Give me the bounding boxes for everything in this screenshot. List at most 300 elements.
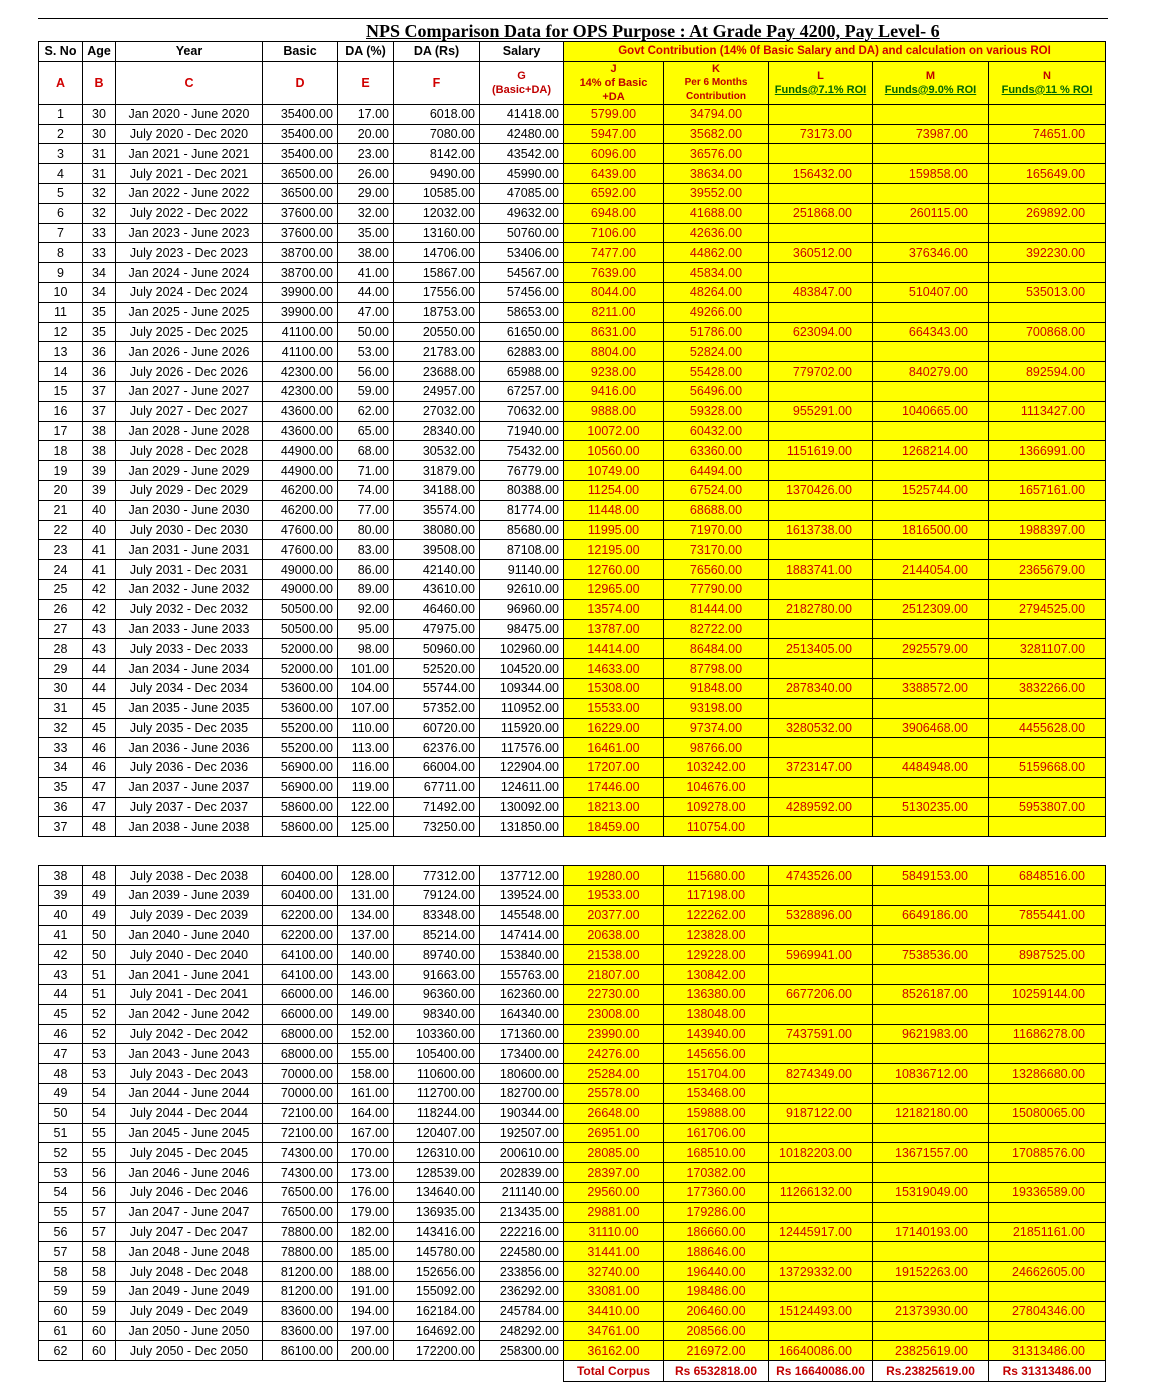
age-cell: 36 (83, 342, 116, 362)
funds-7-1-cell: 156432.00 (769, 164, 873, 184)
sno-cell: 43 (39, 965, 83, 985)
basic-cell: 49000.00 (263, 579, 338, 599)
funds-9-0-cell: 1268214.00 (873, 441, 989, 461)
basic-cell: 35400.00 (263, 144, 338, 164)
basic-cell: 78800.00 (263, 1242, 338, 1262)
da-pct-cell: 125.00 (338, 817, 394, 837)
da-rs-cell: 39508.00 (394, 540, 480, 560)
basic-cell: 39900.00 (263, 302, 338, 322)
da-pct-cell: 44.00 (338, 282, 394, 302)
sno-cell: 47 (39, 1044, 83, 1064)
da-rs-cell: 112700.00 (394, 1084, 480, 1104)
year-cell: Jan 2045 - June 2045 (116, 1123, 263, 1143)
age-cell: 37 (83, 401, 116, 421)
funds-11-cell (989, 738, 1106, 758)
funds-9-0-cell: 23825619.00 (873, 1341, 989, 1361)
year-cell: Jan 2034 - June 2034 (116, 659, 263, 679)
funds-9-0-cell (873, 223, 989, 243)
da-pct-cell: 122.00 (338, 797, 394, 817)
table-row (39, 461, 1106, 481)
six-month-contribution-cell: 104676.00 (664, 777, 769, 797)
da-pct-cell: 170.00 (338, 1143, 394, 1163)
funds-11-cell: 700868.00 (989, 322, 1106, 342)
funds-9-0-cell (873, 342, 989, 362)
basic-cell: 64100.00 (263, 945, 338, 965)
basic-cell: 50500.00 (263, 619, 338, 639)
funds-9-0-cell (873, 1004, 989, 1024)
funds-7-1-cell (769, 817, 873, 837)
sno-cell: 52 (39, 1143, 83, 1163)
funds-11-cell: 2794525.00 (989, 599, 1106, 619)
table-row (39, 1123, 1106, 1143)
year-cell: July 2020 - Dec 2020 (116, 124, 263, 144)
salary-cell: 57456.00 (480, 282, 564, 302)
funds-11-cell: 31313486.00 (989, 1341, 1106, 1361)
sno-cell: 18 (39, 441, 83, 461)
da-rs-cell: 98340.00 (394, 1004, 480, 1024)
funds-9-0-cell: 2925579.00 (873, 639, 989, 659)
table-row (39, 905, 1106, 925)
salary-cell: 248292.00 (480, 1321, 564, 1341)
da-rs-cell: 57352.00 (394, 698, 480, 718)
six-month-contribution-cell: 206460.00 (664, 1301, 769, 1321)
funds-9-0-cell (873, 1282, 989, 1302)
age-cell: 49 (83, 886, 116, 906)
da-pct-cell: 116.00 (338, 758, 394, 778)
contribution-14pct-cell: 12760.00 (564, 560, 664, 580)
da-rs-cell: 128539.00 (394, 1163, 480, 1183)
year-cell: July 2046 - Dec 2046 (116, 1183, 263, 1203)
da-pct-cell: 110.00 (338, 718, 394, 738)
funds-9-0-cell: 73987.00 (873, 124, 989, 144)
funds-7-1-cell (769, 619, 873, 639)
funds-11-cell (989, 461, 1106, 481)
funds-11-cell (989, 223, 1106, 243)
basic-cell: 74300.00 (263, 1143, 338, 1163)
total-label: Total Corpus (564, 1361, 664, 1382)
contribution-14pct-cell: 21538.00 (564, 945, 664, 965)
age-cell: 48 (83, 817, 116, 837)
age-cell: 53 (83, 1044, 116, 1064)
basic-cell: 39900.00 (263, 282, 338, 302)
funds-11-cell: 74651.00 (989, 124, 1106, 144)
six-month-contribution-cell: 196440.00 (664, 1262, 769, 1282)
funds-11-cell: 165649.00 (989, 164, 1106, 184)
funds-11-cell: 3832266.00 (989, 678, 1106, 698)
funds-11-cell (989, 1242, 1106, 1262)
six-month-contribution-cell: 186660.00 (664, 1222, 769, 1242)
funds-7-1-cell (769, 1321, 873, 1341)
funds-7-1-cell (769, 302, 873, 322)
six-month-contribution-cell: 56496.00 (664, 381, 769, 401)
funds-9-0-cell (873, 886, 989, 906)
funds-11-cell (989, 579, 1106, 599)
table-row (39, 441, 1106, 461)
contribution-14pct-cell: 16229.00 (564, 718, 664, 738)
funds-7-1-cell: 2878340.00 (769, 678, 873, 698)
basic-cell: 52000.00 (263, 659, 338, 679)
salary-cell: 164340.00 (480, 1004, 564, 1024)
salary-formula: (Basic+DA) (492, 83, 551, 96)
funds-11-cell: 269892.00 (989, 203, 1106, 223)
da-pct-cell: 185.00 (338, 1242, 394, 1262)
contribution-14pct-cell: 26951.00 (564, 1123, 664, 1143)
sno-cell: 25 (39, 579, 83, 599)
funds-9-0-cell: 1525744.00 (873, 480, 989, 500)
salary-cell: 182700.00 (480, 1084, 564, 1104)
age-cell: 58 (83, 1242, 116, 1262)
age-cell: 58 (83, 1262, 116, 1282)
da-pct-cell: 23.00 (338, 144, 394, 164)
year-cell: July 2026 - Dec 2026 (116, 362, 263, 382)
year-cell: Jan 2030 - June 2030 (116, 500, 263, 520)
basic-cell: 70000.00 (263, 1084, 338, 1104)
funds-11-cell: 19336589.00 (989, 1183, 1106, 1203)
da-rs-cell: 7080.00 (394, 124, 480, 144)
da-pct-cell: 50.00 (338, 322, 394, 342)
six-month-contribution-cell: 52824.00 (664, 342, 769, 362)
da-rs-cell: 118244.00 (394, 1103, 480, 1123)
basic-cell: 70000.00 (263, 1064, 338, 1084)
sno-cell: 13 (39, 342, 83, 362)
funds-7-1-cell: 16640086.00 (769, 1341, 873, 1361)
basic-cell: 35400.00 (263, 124, 338, 144)
funds-9-0-cell (873, 1123, 989, 1143)
sno-cell: 46 (39, 1024, 83, 1044)
table-row (39, 797, 1106, 817)
year-cell: July 2025 - Dec 2025 (116, 322, 263, 342)
da-pct-cell: 68.00 (338, 441, 394, 461)
basic-cell: 78800.00 (263, 1222, 338, 1242)
table-row (39, 1341, 1106, 1361)
age-cell: 45 (83, 698, 116, 718)
table-row (39, 1024, 1106, 1044)
funds-7-1-cell (769, 965, 873, 985)
table-row (39, 302, 1106, 322)
salary-cell: 54567.00 (480, 263, 564, 283)
sno-cell: 38 (39, 866, 83, 886)
sno-cell: 28 (39, 639, 83, 659)
funds-9-0-cell (873, 659, 989, 679)
funds-9-0-cell: 1816500.00 (873, 520, 989, 540)
da-pct-cell: 134.00 (338, 905, 394, 925)
funds-11-cell: 392230.00 (989, 243, 1106, 263)
basic-cell: 47600.00 (263, 540, 338, 560)
year-cell: July 2027 - Dec 2027 (116, 401, 263, 421)
da-pct-cell: 131.00 (338, 886, 394, 906)
funds-7-1-cell: 251868.00 (769, 203, 873, 223)
sno-cell: 5 (39, 183, 83, 203)
salary-cell: 53406.00 (480, 243, 564, 263)
table-row (39, 866, 1106, 886)
year-cell: Jan 2043 - June 2043 (116, 1044, 263, 1064)
table-row (39, 144, 1106, 164)
year-cell: Jan 2025 - June 2025 (116, 302, 263, 322)
da-pct-cell: 41.00 (338, 263, 394, 283)
year-cell: July 2028 - Dec 2028 (116, 441, 263, 461)
funds-11-cell: 21851161.00 (989, 1222, 1106, 1242)
salary-cell: 202839.00 (480, 1163, 564, 1183)
age-cell: 56 (83, 1183, 116, 1203)
da-pct-cell: 155.00 (338, 1044, 394, 1064)
salary-cell: 110952.00 (480, 698, 564, 718)
age-cell: 43 (83, 619, 116, 639)
year-cell: Jan 2035 - June 2035 (116, 698, 263, 718)
da-pct-cell: 29.00 (338, 183, 394, 203)
age-cell: 31 (83, 164, 116, 184)
da-pct-cell: 113.00 (338, 738, 394, 758)
funds-9-0-cell: 10836712.00 (873, 1064, 989, 1084)
table-row (39, 1143, 1106, 1163)
six-month-contribution-cell: 38634.00 (664, 164, 769, 184)
year-cell: July 2024 - Dec 2024 (116, 282, 263, 302)
age-cell: 35 (83, 302, 116, 322)
year-cell: July 2033 - Dec 2033 (116, 639, 263, 659)
year-cell: July 2049 - Dec 2049 (116, 1301, 263, 1321)
da-rs-cell: 89740.00 (394, 945, 480, 965)
six-month-contribution-cell: 122262.00 (664, 905, 769, 925)
basic-cell: 83600.00 (263, 1301, 338, 1321)
total-row (39, 1361, 1106, 1382)
table-row (39, 164, 1106, 184)
six-month-contribution-cell: 60432.00 (664, 421, 769, 441)
contribution-14pct-cell: 34761.00 (564, 1321, 664, 1341)
funds-7-1-cell (769, 698, 873, 718)
funds-9-0-cell (873, 500, 989, 520)
funds-9-0-cell (873, 738, 989, 758)
table-row (39, 322, 1106, 342)
funds-11-cell: 27804346.00 (989, 1301, 1106, 1321)
funds-7-1-cell: 1883741.00 (769, 560, 873, 580)
contribution-14pct-cell: 26648.00 (564, 1103, 664, 1123)
six-month-contribution-cell: 49266.00 (664, 302, 769, 322)
table-row (39, 945, 1106, 965)
funds-9-0-cell (873, 1163, 989, 1183)
funds-9-0-cell (873, 461, 989, 481)
da-rs-cell: 10585.00 (394, 183, 480, 203)
funds-11-cell: 5953807.00 (989, 797, 1106, 817)
six-month-contribution-cell: 41688.00 (664, 203, 769, 223)
funds-9-0-cell (873, 579, 989, 599)
salary-cell: 91140.00 (480, 560, 564, 580)
basic-cell: 37600.00 (263, 223, 338, 243)
basic-cell: 55200.00 (263, 738, 338, 758)
age-cell: 41 (83, 560, 116, 580)
funds-9-0-cell (873, 817, 989, 837)
contribution-14pct-cell: 32740.00 (564, 1262, 664, 1282)
contribution-14pct-cell: 12965.00 (564, 579, 664, 599)
funds-9-0-cell: 2144054.00 (873, 560, 989, 580)
year-cell: July 2036 - Dec 2036 (116, 758, 263, 778)
da-pct-cell: 95.00 (338, 619, 394, 639)
da-rs-cell: 66004.00 (394, 758, 480, 778)
basic-cell: 44900.00 (263, 461, 338, 481)
funds-9-0-cell: 840279.00 (873, 362, 989, 382)
six-month-contribution-cell: 98766.00 (664, 738, 769, 758)
year-cell: July 2044 - Dec 2044 (116, 1103, 263, 1123)
age-cell: 30 (83, 104, 116, 124)
six-month-contribution-cell: 208566.00 (664, 1321, 769, 1341)
contribution-14pct-cell: 7639.00 (564, 263, 664, 283)
funds-7-1-cell (769, 738, 873, 758)
salary-cell: 190344.00 (480, 1103, 564, 1123)
funds-7-1-cell: 483847.00 (769, 282, 873, 302)
funds-7-1-cell (769, 1044, 873, 1064)
age-cell: 31 (83, 144, 116, 164)
salary-cell: 122904.00 (480, 758, 564, 778)
sno-cell: 23 (39, 540, 83, 560)
salary-cell: 70632.00 (480, 401, 564, 421)
funds-7-1-cell: 3723147.00 (769, 758, 873, 778)
salary-cell: 213435.00 (480, 1202, 564, 1222)
contribution-14pct-cell: 8631.00 (564, 322, 664, 342)
letter-a: A (39, 61, 83, 104)
year-cell: July 2031 - Dec 2031 (116, 560, 263, 580)
da-rs-cell: 17556.00 (394, 282, 480, 302)
six-month-contribution-cell: 110754.00 (664, 817, 769, 837)
year-cell: Jan 2041 - June 2041 (116, 965, 263, 985)
six-month-contribution-cell: 48264.00 (664, 282, 769, 302)
da-pct-cell: 194.00 (338, 1301, 394, 1321)
funds-11-cell: 15080065.00 (989, 1103, 1106, 1123)
funds-11-cell (989, 381, 1106, 401)
da-rs-cell: 152656.00 (394, 1262, 480, 1282)
contribution-14pct-cell: 11254.00 (564, 480, 664, 500)
basic-cell: 64100.00 (263, 965, 338, 985)
salary-cell: 43542.00 (480, 144, 564, 164)
funds-11-cell (989, 421, 1106, 441)
funds-11-cell: 2365679.00 (989, 560, 1106, 580)
salary-cell: 211140.00 (480, 1183, 564, 1203)
govt-contribution-header: Govt Contribution (14% 0f Basic Salary and DA) and calculation on various ROI (564, 42, 1106, 62)
six-month-contribution-cell: 36576.00 (664, 144, 769, 164)
basic-cell: 62200.00 (263, 925, 338, 945)
funds-9-0-cell: 19152263.00 (873, 1262, 989, 1282)
table-row (39, 886, 1106, 906)
year-cell: Jan 2020 - June 2020 (116, 104, 263, 124)
da-rs-cell: 79124.00 (394, 886, 480, 906)
contribution-14pct-cell: 7106.00 (564, 223, 664, 243)
year-cell: Jan 2024 - June 2024 (116, 263, 263, 283)
j-description: 14% of Basic +DA (579, 76, 648, 103)
salary-cell: 96960.00 (480, 599, 564, 619)
salary-cell: 130092.00 (480, 797, 564, 817)
da-rs-cell: 43610.00 (394, 579, 480, 599)
age-cell: 59 (83, 1301, 116, 1321)
salary-cell: 104520.00 (480, 659, 564, 679)
salary-cell: 41418.00 (480, 104, 564, 124)
six-month-contribution-cell: 153468.00 (664, 1084, 769, 1104)
funds-7-1-cell: 5969941.00 (769, 945, 873, 965)
table-row (39, 243, 1106, 263)
six-month-contribution-cell: 81444.00 (664, 599, 769, 619)
contribution-14pct-cell: 28085.00 (564, 1143, 664, 1163)
funds-7-1-cell (769, 579, 873, 599)
funds-11-cell (989, 925, 1106, 945)
salary-cell: 85680.00 (480, 520, 564, 540)
funds-11-cell: 11686278.00 (989, 1024, 1106, 1044)
table-row (39, 758, 1106, 778)
da-rs-cell: 13160.00 (394, 223, 480, 243)
contribution-14pct-cell: 17446.00 (564, 777, 664, 797)
sno-cell: 48 (39, 1064, 83, 1084)
salary-cell: 192507.00 (480, 1123, 564, 1143)
funds-9-0-cell (873, 1202, 989, 1222)
da-pct-cell: 86.00 (338, 560, 394, 580)
sno-cell: 9 (39, 263, 83, 283)
da-rs-cell: 134640.00 (394, 1183, 480, 1203)
basic-cell: 36500.00 (263, 164, 338, 184)
basic-cell: 53600.00 (263, 678, 338, 698)
basic-cell: 74300.00 (263, 1163, 338, 1183)
year-cell: Jan 2031 - June 2031 (116, 540, 263, 560)
funds-9-0-cell: 13671557.00 (873, 1143, 989, 1163)
table-row (39, 381, 1106, 401)
year-cell: July 2050 - Dec 2050 (116, 1341, 263, 1361)
da-pct-cell: 167.00 (338, 1123, 394, 1143)
funds-7-1-cell: 11266132.00 (769, 1183, 873, 1203)
salary-cell: 81774.00 (480, 500, 564, 520)
age-cell: 57 (83, 1222, 116, 1242)
age-cell: 45 (83, 718, 116, 738)
funds-9-0-cell (873, 263, 989, 283)
sno-cell: 53 (39, 1163, 83, 1183)
funds-9-0-cell (873, 1044, 989, 1064)
sno-cell: 39 (39, 886, 83, 906)
da-pct-cell: 119.00 (338, 777, 394, 797)
funds-11-cell (989, 302, 1106, 322)
basic-header: Basic (263, 42, 338, 62)
da-pct-cell: 188.00 (338, 1262, 394, 1282)
funds-9-0-cell (873, 540, 989, 560)
sno-cell: 29 (39, 659, 83, 679)
funds-7-1-cell: 4743526.00 (769, 866, 873, 886)
table-row (39, 1084, 1106, 1104)
da-rs-cell: 73250.00 (394, 817, 480, 837)
salary-cell: 50760.00 (480, 223, 564, 243)
funds-9-0-cell: 15319049.00 (873, 1183, 989, 1203)
funds-7-1-cell: 2182780.00 (769, 599, 873, 619)
six-month-contribution-cell: 151704.00 (664, 1064, 769, 1084)
funds-9-0-cell (873, 1084, 989, 1104)
funds-11-cell (989, 777, 1106, 797)
da-rs-cell: 91663.00 (394, 965, 480, 985)
funds-9-0-cell (873, 421, 989, 441)
funds-11-cell (989, 263, 1106, 283)
basic-cell: 42300.00 (263, 362, 338, 382)
basic-cell: 37600.00 (263, 203, 338, 223)
six-month-contribution-cell: 143940.00 (664, 1024, 769, 1044)
basic-cell: 81200.00 (263, 1282, 338, 1302)
funds-7-1-cell (769, 500, 873, 520)
contribution-14pct-cell: 18213.00 (564, 797, 664, 817)
letter-d: D (263, 61, 338, 104)
contribution-14pct-cell: 12195.00 (564, 540, 664, 560)
age-cell: 48 (83, 866, 116, 886)
da-rs-cell: 38080.00 (394, 520, 480, 540)
funds-11-cell: 13286680.00 (989, 1064, 1106, 1084)
contribution-14pct-cell: 9888.00 (564, 401, 664, 421)
salary-cell: 171360.00 (480, 1024, 564, 1044)
funds-9-0-cell: 4484948.00 (873, 758, 989, 778)
salary-cell: 117576.00 (480, 738, 564, 758)
basic-cell: 68000.00 (263, 1024, 338, 1044)
funds-7-1-cell (769, 104, 873, 124)
year-cell: Jan 2026 - June 2026 (116, 342, 263, 362)
contribution-14pct-cell: 20377.00 (564, 905, 664, 925)
table-row (39, 738, 1106, 758)
da-pct-cell: 35.00 (338, 223, 394, 243)
